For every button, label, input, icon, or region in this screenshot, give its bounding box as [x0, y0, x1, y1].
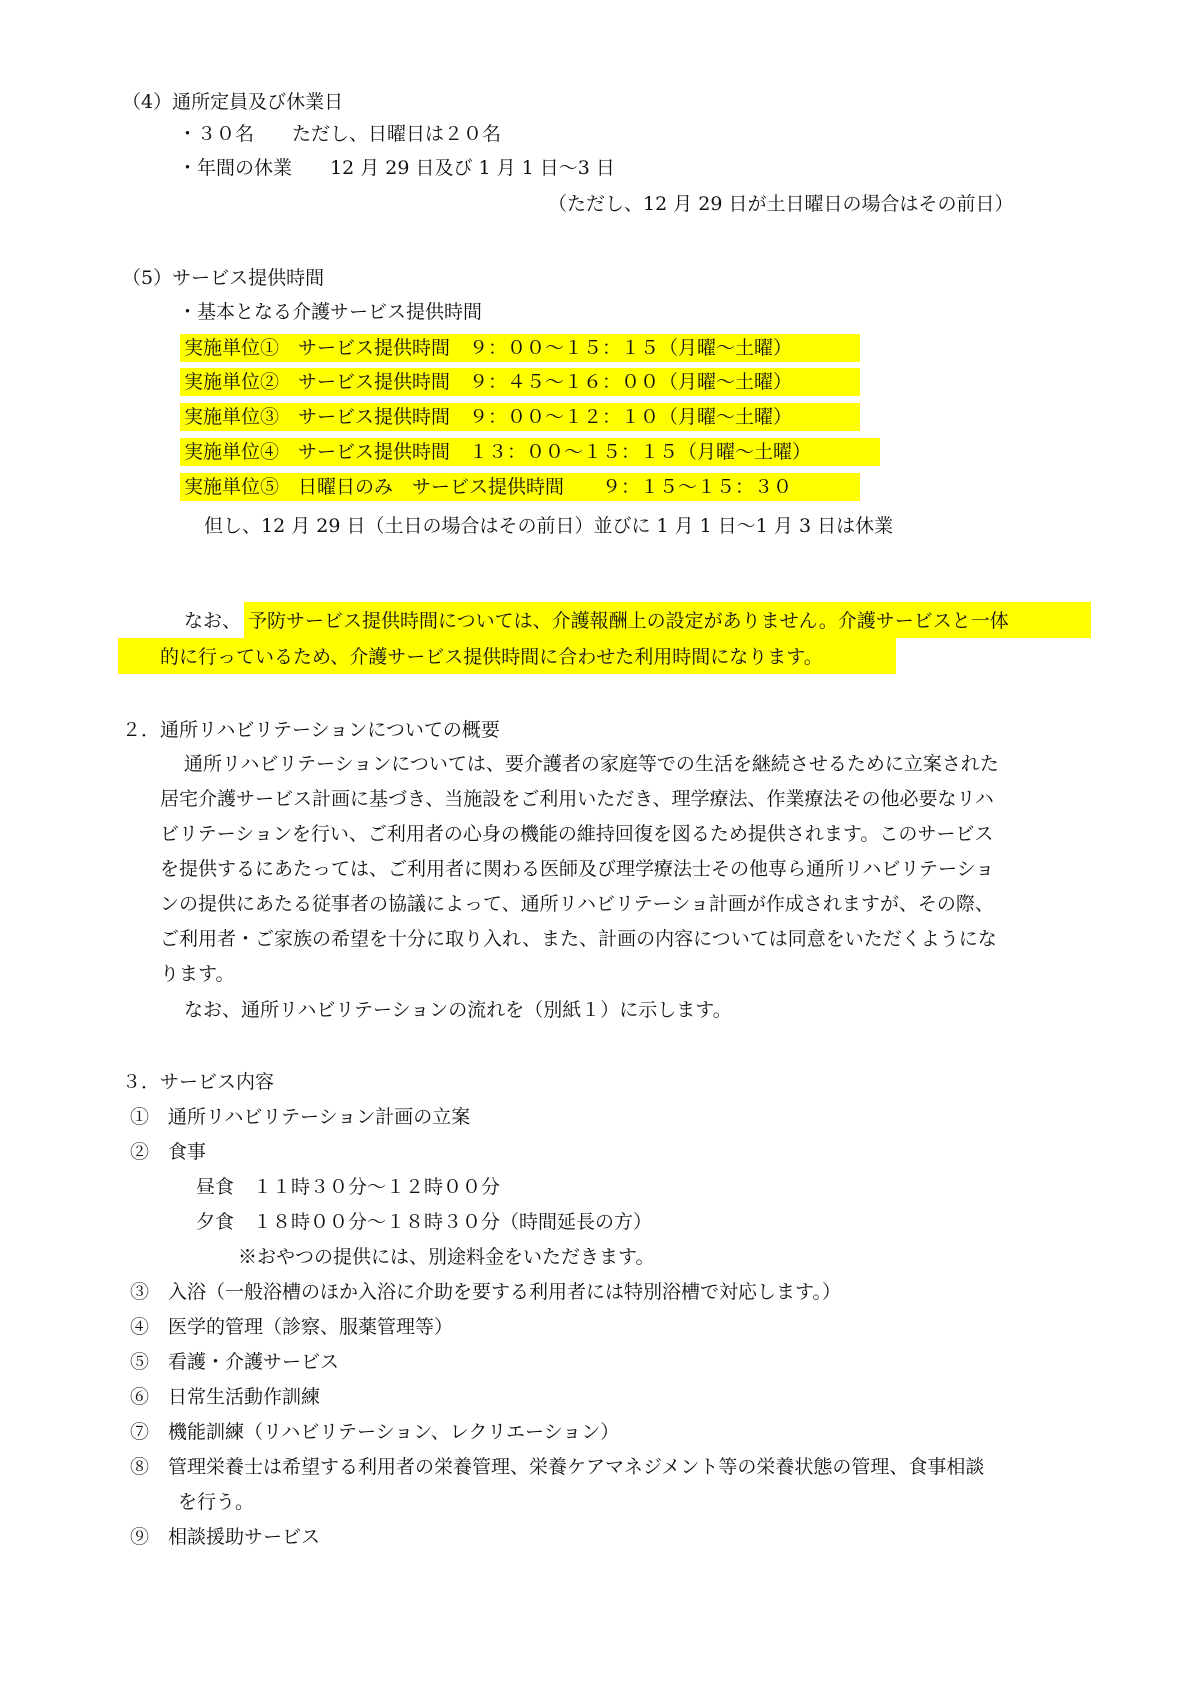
closure-exception-line: 但し、12 月 29 日（土日の場合はその前日）並びに 1 月 1 日～1 月 3 日は休業	[204, 515, 894, 537]
unit-3-line: 実施単位③ サービス提供時間 ９：００～１２：１０（月曜～土曜）	[180, 403, 860, 431]
meal-lunch-line: 昼食 １１時３０分～１２時００分	[196, 1176, 501, 1198]
holiday-note: （ただし、12 月 29 日が土日曜日の場合はその前日）	[548, 193, 1014, 215]
service-item-1: ① 通所リハビリテーション計画の立案	[130, 1106, 471, 1128]
snack-note: ※おやつの提供には、別途料金をいただきます。	[238, 1246, 655, 1268]
note-line-1: 予防サービス提供時間については、介護報酬上の設定がありません。介護サービスと一体	[248, 610, 1009, 632]
basic-service-time-line: ・基本となる介護サービス提供時間	[178, 301, 483, 323]
section-5-heading: （5）サービス提供時間	[122, 267, 325, 289]
unit-5-line: 実施単位⑤ 日曜日のみ サービス提供時間 ９：１５～１５：３０	[180, 473, 860, 501]
service-item-5: ⑤ 看護・介護サービス	[130, 1351, 340, 1373]
overview-para-line-4: を提供するにあたっては、ご利用者に関わる医師及び理学療法士その他専ら通所リハビリテーショ	[160, 858, 995, 880]
overview-flow-note: なお、通所リハビリテーションの流れを（別紙１）に示します。	[184, 999, 732, 1021]
overview-para-line-1: 通所リハビリテーションについては、要介護者の家庭等での生活を継続させるために立案された	[184, 753, 999, 775]
service-item-6: ⑥ 日常生活動作訓練	[130, 1386, 321, 1408]
unit-4-line: 実施単位④ サービス提供時間 １３：００～１５：１５（月曜～土曜）	[180, 438, 880, 466]
note-line-2: 的に行っているため、介護サービス提供時間に合わせた利用時間になります。	[160, 646, 823, 668]
section-3-heading: ３．サービス内容	[122, 1071, 275, 1093]
unit-1-line: 実施単位① サービス提供時間 ９：００～１５：１５（月曜～土曜）	[180, 334, 860, 362]
overview-para-line-6: ご利用者・ご家族の希望を十分に取り入れ、また、計画の内容については同意をいただくようにな	[160, 928, 997, 950]
service-item-8: ⑧ 管理栄養士は希望する利用者の栄養管理、栄養ケアマネジメント等の栄養状態の管理、食事相談	[130, 1456, 985, 1478]
overview-para-line-2: 居宅介護サービス計画に基づき、当施設をご利用いただき、理学療法、作業療法その他必要なリハ	[160, 788, 994, 810]
meal-dinner-line: 夕食 １８時００分～１８時３０分（時間延長の方）	[196, 1211, 653, 1233]
overview-para-line-3: ビリテーションを行い、ご利用者の心身の機能の維持回復を図るため提供されます。このサービス	[160, 823, 994, 845]
section-2-heading: ２．通所リハビリテーションについての概要	[122, 719, 500, 741]
service-item-4: ④ 医学的管理（診察、服薬管理等）	[130, 1316, 454, 1338]
service-item-7: ⑦ 機能訓練（リハビリテーション、レクリエーション）	[130, 1421, 620, 1443]
note-prefix: なお、	[184, 610, 242, 632]
holiday-line: ・年間の休業 12 月 29 日及び 1 月 1 日～3 日	[178, 157, 615, 179]
capacity-line: ・３０名 ただし、日曜日は２０名	[178, 123, 502, 145]
section-4-heading: （4）通所定員及び休業日	[122, 91, 344, 113]
service-item-8-continued: を行う。	[178, 1491, 255, 1513]
overview-para-line-5: ンの提供にあたる従事者の協議によって、通所リハビリテーショ計画が作成されますが、その際、	[160, 893, 994, 915]
unit-2-line: 実施単位② サービス提供時間 ９：４５～１６：００（月曜～土曜）	[180, 368, 860, 396]
service-item-3: ③ 入浴（一般浴槽のほか入浴に介助を要する利用者には特別浴槽で対応します。）	[130, 1281, 841, 1303]
service-item-2: ② 食事	[130, 1141, 207, 1163]
overview-para-line-7: ります。	[160, 963, 235, 985]
service-item-9: ⑨ 相談援助サービス	[130, 1526, 321, 1548]
